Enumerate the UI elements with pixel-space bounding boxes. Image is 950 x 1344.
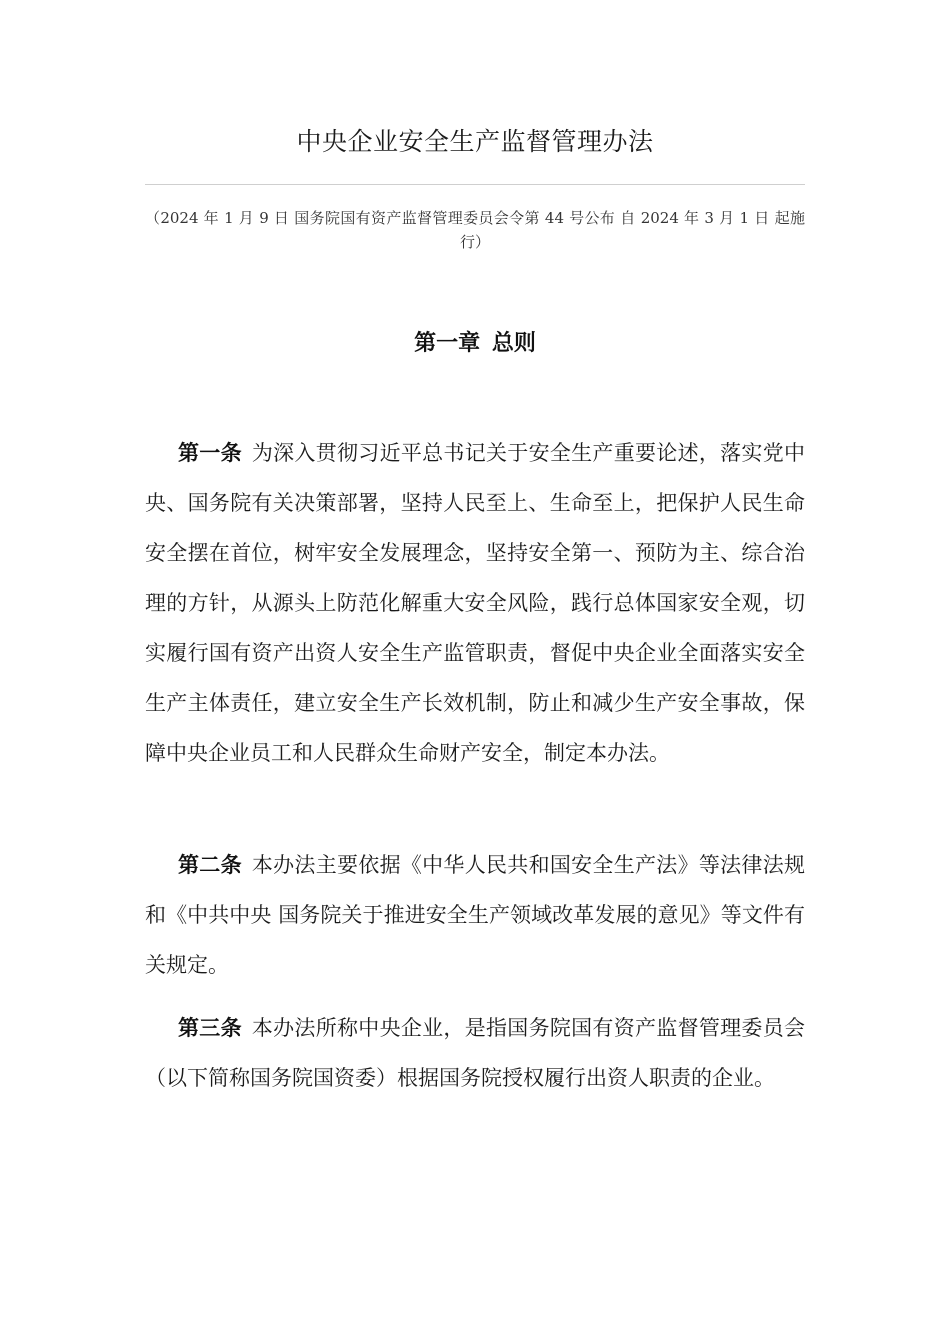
document-title: 中央企业安全生产监督管理办法	[296, 127, 654, 156]
article-3	[145, 1003, 805, 1103]
promulgation-note: （2024 年 1 月 9 日 国务院国有资产监督管理委员会令第 44 号公布 自 2024 年 3 月 1 日 起施行）	[145, 209, 805, 251]
article-2-text: 本办法主要依据《中华人民共和国安全生产法》等法律法规和《中共中央 国务院关于推进安全生产领域改革发展的意见》等文件有关规定。	[145, 853, 805, 977]
article-1-label: 第一条	[178, 441, 242, 465]
article-3-text: 本办法所称中央企业，是指国务院国有资产监督管理委员会（以下简称国务院国资委）根据国务院授权履行出资人职责的企业。	[145, 1016, 805, 1090]
title-divider	[145, 184, 805, 185]
article-1	[145, 428, 805, 778]
chapter-title: 第一章 总则	[414, 331, 536, 356]
article-2-label: 第二条	[178, 853, 242, 877]
article-1-text: 为深入贯彻习近平总书记关于安全生产重要论述，落实党中央、国务院有关决策部署，坚持人民至上、生命至上，把保护人民生命安全摆在首位，树牢安全发展理念，坚持安全第一、预防为主、综合治理的方针，从源头上防范化解重大安全风险，践行总体国家安全观，切实履行国有资产出资人安全生产监管职责，督促中央企业全面落实安全生产主体责任，建立安全生产长效机制，防止和减少生产安全事故，保障中央企业员工和人民群众生命财产安全，制定本办法。	[145, 441, 805, 765]
article-3-label: 第三条	[178, 1016, 242, 1040]
article-2	[145, 840, 805, 990]
